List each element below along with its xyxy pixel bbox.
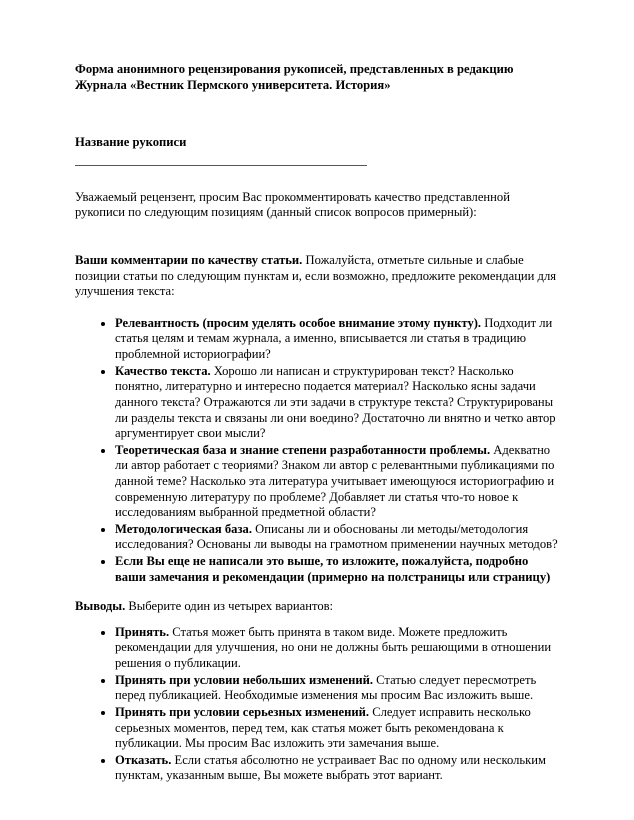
document-title: Форма анонимного рецензирования рукописей, представленных в редакцию Журнала «Вестник Пермского университета. История» bbox=[75, 62, 514, 92]
comments-lead-bold: Ваши комментарии по качеству статьи. bbox=[75, 253, 303, 268]
conclusions-section-lead bbox=[75, 599, 562, 615]
list-item-text: Описаны ли и обоснованы ли методы/методология исследования? Основаны ли выводы на грамотном применении научных методов? bbox=[115, 521, 558, 552]
list-item-bold: Принять при условии небольших изменений. bbox=[115, 672, 374, 687]
manuscript-title-fill-line bbox=[75, 165, 367, 166]
list-item-bold: Если Вы еще не написали это выше, то изложите, пожалуйста, подробно ваши замечания и рекомендации (примерно на полстраницы или страницу) bbox=[115, 554, 551, 584]
list-item-bold: Качество текста. bbox=[115, 363, 211, 378]
list-item-text: Хорошо ли написан и структурирован текст? Насколько понятно, литературно и интересно подается материал? Насколько ясны задачи данного текста? Отражаются ли эти задачи в структуре текста? Структурированы ли разделы текста и связаны ли они воедино? Достаточно ли внятно и четко автор аргументирует свои мысли? bbox=[115, 363, 556, 441]
list-item bbox=[115, 522, 562, 553]
list-item bbox=[115, 705, 562, 752]
list-item bbox=[115, 673, 562, 704]
manuscript-title-label: Название рукописи bbox=[75, 135, 187, 150]
conclusions-lead-text: Выберите один из четырех вариантов: bbox=[125, 599, 334, 614]
comments-lead-text: Пожалуйста, отметьте сильные и слабые позиции статьи по следующим пунктам и, если возможно, предложите рекомендации для улучшения текста: bbox=[75, 253, 557, 299]
list-item-bold: Отказать. bbox=[115, 752, 172, 767]
list-item-bold: Методологическая база. bbox=[115, 521, 252, 536]
intro-paragraph: Уважаемый рецензент, просим Вас прокомментировать качество представленной рукописи по следующим позициям (данный список вопросов примерный): bbox=[75, 189, 510, 220]
list-item-bold: Теоретическая база и знание степени разработанности проблемы. bbox=[115, 442, 491, 457]
conclusions-list bbox=[75, 625, 562, 784]
list-item-text: Статью следует пересмотреть перед публикацией. Необходимые изменения мы просим Вас изложить выше. bbox=[115, 672, 537, 703]
list-item-text: Следует исправить несколько серьезных моментов, перед тем, как статья может быть рекомендована к публикации. Мы просим Вас изложить эти замечания выше. bbox=[115, 704, 531, 751]
list-item-bold: Принять. bbox=[115, 624, 170, 639]
list-item bbox=[115, 753, 562, 784]
comments-list bbox=[75, 316, 562, 585]
list-item bbox=[115, 625, 562, 672]
list-item-bold: Принять при условии серьезных изменений. bbox=[115, 704, 370, 719]
conclusions-lead-bold: Выводы. bbox=[75, 599, 126, 614]
list-item-text: Адекватно ли автор работает с теориями? Знаком ли автор с релевантными публикациями по данной теме? Насколько эта литература учитывает имеющуюся историографию и современную литературу по проблеме? Добавляет ли статья что-то новое к исследованиям выбранной предметной области? bbox=[115, 442, 555, 520]
list-item bbox=[115, 554, 562, 585]
list-item-text: Подходит ли статья целям и темам журнала, а именно, вписывается ли статья в традицию проблемной историографии? bbox=[115, 315, 553, 362]
list-item bbox=[115, 443, 562, 521]
list-item bbox=[115, 364, 562, 442]
comments-section-lead bbox=[75, 253, 562, 300]
list-item-bold: Релевантность (просим уделять особое внимание этому пункту). bbox=[115, 315, 482, 330]
list-item-text: Если статья абсолютно не устраивает Вас по одному или нескольким пунктам, указанным выше, Вы можете выбрать этот вариант. bbox=[115, 752, 546, 783]
list-item-text: Статья может быть принята в таком виде. Можете предложить рекомендации для улучшения, но они не должны быть решающими в отношении решения о публикации. bbox=[115, 624, 552, 671]
list-item bbox=[115, 316, 562, 363]
